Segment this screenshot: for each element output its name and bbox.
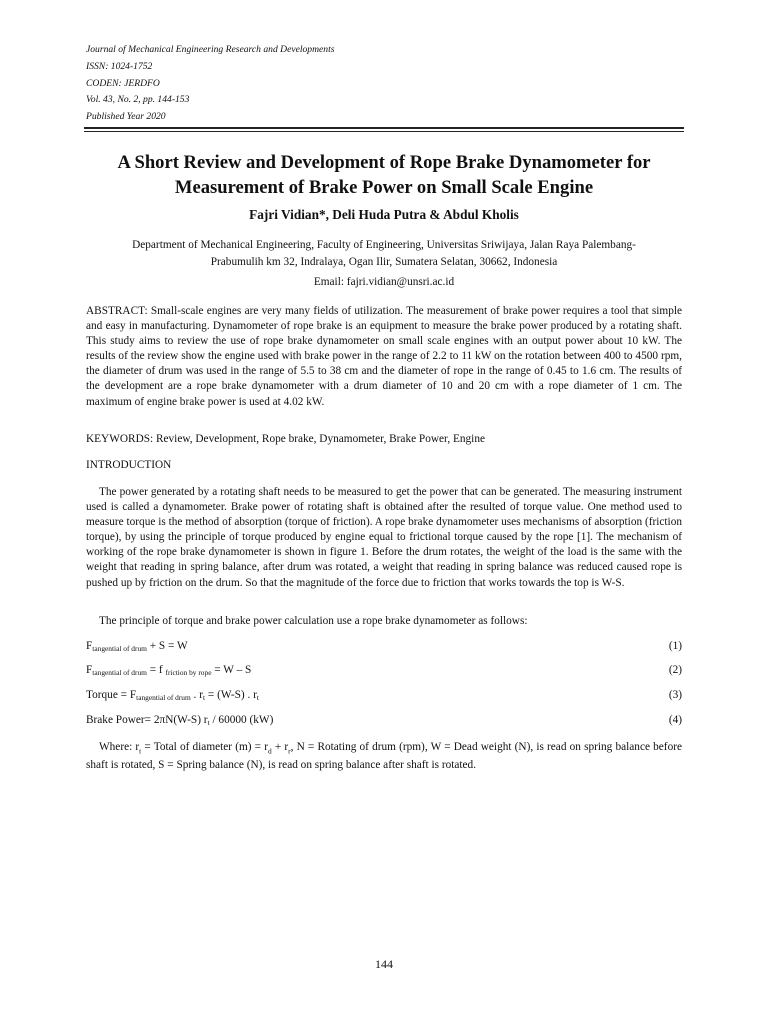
keywords-line: KEYWORDS: Review, Development, Rope brake, Dynamometer, Brake Power, Engine xyxy=(86,433,485,445)
paper-title-line-1: A Short Review and Development of Rope Brake Dynamometer for xyxy=(117,152,651,173)
equation-2 xyxy=(86,664,682,680)
equation-2-number: (2) xyxy=(668,664,682,676)
paper-title xyxy=(60,150,708,200)
journal-issn: ISSN: 1024-1752 xyxy=(86,60,153,72)
journal-coden: CODEN: JERDFO xyxy=(86,77,160,89)
variable-definitions-paragraph: Where: $r_t$ = Total of diameter $(m) = r_d + r_r$, N = Rotating of drum (rpm), W = Dead weight (N), is read on spring balance before shaft is rotated, S = Spring balance (N), is read on spring balance after shaft is rotated. xyxy=(86,741,682,772)
equation-1-number: (1) xyxy=(668,640,682,652)
header-rule-thick xyxy=(84,127,684,129)
equation-3-number: (3) xyxy=(668,689,682,701)
author-affiliation xyxy=(84,237,684,271)
paper-title-line-2: Measurement of Brake Power on Small Scale Engine xyxy=(174,177,594,198)
intro-paragraph-2: The principle of torque and brake power calculation use a rope brake dynamometer as follows: xyxy=(99,615,528,627)
journal-volume: Vol. 43, No. 2, pp. 144-153 xyxy=(86,94,190,106)
introduction-heading: INTRODUCTION xyxy=(86,459,172,471)
affiliation-line-1: Department of Mechanical Engineering, Faculty of Engineering, Universitas Sriwijaya, Jalan Raya Palembang- xyxy=(132,239,636,251)
equation-2-expression: $F_{tangential of drum} = f$ $_{friction by rope}$ = W – S xyxy=(86,664,252,677)
paper-authors: Fajri Vidian*, Deli Huda Putra & Abdul Kholis xyxy=(249,207,519,222)
equation-4 xyxy=(86,714,682,730)
journal-header xyxy=(86,42,334,126)
header-rule-thin xyxy=(84,131,684,132)
journal-published-year: Published Year 2020 xyxy=(86,111,166,123)
equation-1-expression: $F_{tangential of drum} + S = W$ xyxy=(86,640,188,653)
author-email: Email: fajri.vidian@unsri.ac.id xyxy=(313,276,455,288)
affiliation-line-2: Prabumulih km 32, Indralaya, Ogan Ilir, Sumatera Selatan, 30662, Indonesia xyxy=(210,256,558,268)
equation-4-expression: Brake Power= 2πN(W-S) $r_t / 60000$ (kW) xyxy=(86,714,274,727)
equation-3-expression: Torque = $F_{tangential of drum}$ . $r_t = (W-S)$ . $r_t$ xyxy=(86,689,259,702)
equation-1 xyxy=(86,640,682,656)
intro-paragraph-1: The power generated by a rotating shaft needs to be measured to get the power that can be generated. The measuring instrument used is called a dynamometer. Brake power of rotating shaft is obtained after the resulted of torque value. One method used to measure torque is the method of absorption (torque of friction). A rope brake dynamometer uses mechanisms of absorption (friction torque), by using the principle of torque produced by engine equal to frictional torque caused by the rope [1]. The mechanism of working of the rope brake dynamometer is shown in figure 1. Before the drum rotates, the weight of the load is the same with the weight that reading in spring balance, after drum was rotated, a weight that reading in spring balance was reduced caused rope is pushed up by friction on the drum. So that the magnitude of the force due to friction that works towards the top is W-S. xyxy=(86,486,682,589)
equation-3 xyxy=(86,689,682,705)
journal-name: Journal of Mechanical Engineering Research and Developments xyxy=(86,44,335,55)
page-number: 144 xyxy=(375,957,393,971)
abstract-paragraph: ABSTRACT: Small-scale engines are very many fields of utilization. The measurement of brake power requires a tool that simple and easy in manufacturing. Dynamometer of rope brake is an equipment to measure the brake power produced by a rotating shaft. This study aims to review the use of rope brake dynamometer on small scale engines with an output power about 10 kW. The results of the review show the engine used with brake power in the range of 2.2 to 11 kW on the rotation between 400 to 4500 rpm, the diameter of drum was used in the range of 5.5 to 38 cm and the diameter of rope in the range of 0.45 to 1.6 cm. The results of the development are a rope brake dynamometer with a drum diameter of 10 and 20 cm with a rope diameter of 1 cm. The maximum of engine brake power is used at 4.02 kW. xyxy=(86,305,682,408)
equation-4-number: (4) xyxy=(668,714,682,726)
